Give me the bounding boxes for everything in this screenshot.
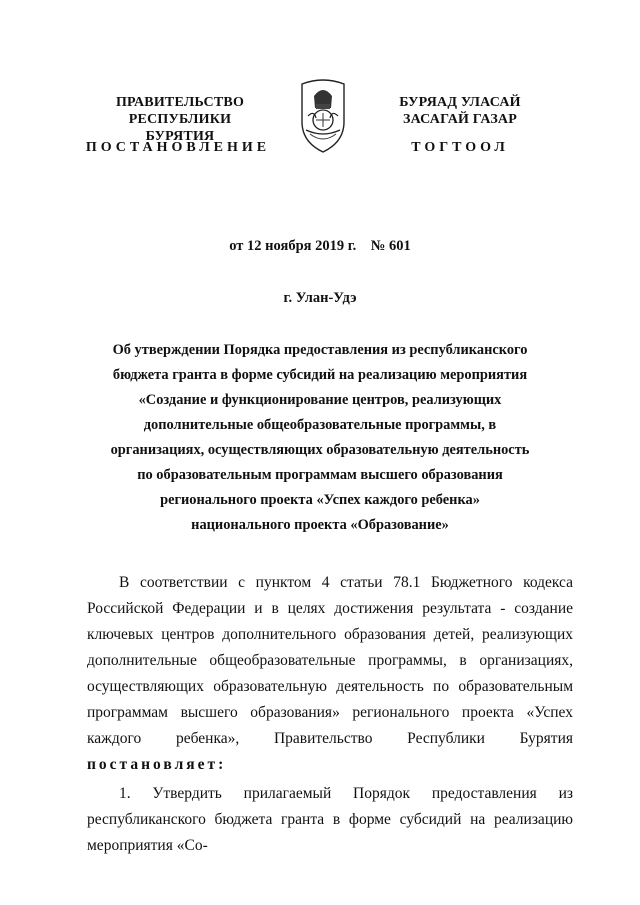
government-name-bua (375, 94, 545, 128)
clause-1-paragraph: 1. Утвердить прилагаемый Порядок предоставления из республиканского бюджета гранта в форме субсидий на реализацию мероприятия «Со- (87, 785, 573, 854)
resolves-emphasis: постановляет: (87, 756, 227, 773)
title-line: дополнительные общеобразовательные программы, в (143, 417, 497, 433)
city: г. Улан-Удэ (283, 290, 357, 306)
doc-type-bua: ТОГТООЛ (411, 140, 509, 155)
title-line: «Создание и функционирование центров, реализующих (138, 392, 502, 408)
preamble-text: В соответствии с пунктом 4 статьи 78.1 Бюджетного кодекса Российской Федерации и в целях достижения результата - создание ключевых центров дополнительного образования детей, реализующих дополнительные общеобразовательные программы, в организациях, осуществляющих образовательную деятельность по образовательным программам высшего образования» регионального проекта «Успех каждого ребенка», Правительство Республики Бурятия (87, 574, 573, 747)
title-line: бюджета гранта в форме субсидий на реализацию мероприятия (112, 367, 528, 383)
title-line: Об утверждении Порядка предоставления из республиканского (112, 342, 528, 358)
title-line: национального проекта «Образование» (191, 517, 449, 533)
government-name-ru (95, 94, 265, 145)
document-title (60, 338, 580, 538)
government-name-bua-line1: БУРЯАД УЛАСАЙ (399, 95, 521, 110)
doc-type-ru: ПОСТАНОВЛЕНИЕ (85, 140, 271, 155)
title-line: организациях, осуществляющих образовательную деятельность (110, 442, 530, 458)
title-line: регионального проекта «Успех каждого ребенка» (160, 492, 480, 508)
government-name-ru-line2: РЕСПУБЛИКИ БУРЯТИЯ (128, 112, 232, 144)
government-name-bua-line2: ЗАСАГАЙ ГАЗАР (402, 112, 517, 127)
title-line: по образовательным программам высшего образования (137, 467, 503, 483)
coat-of-arms-emblem (294, 74, 352, 154)
government-name-ru-line1: ПРАВИТЕЛЬСТВО (115, 95, 245, 110)
date-and-number: от 12 ноября 2019 г. № 601 (229, 238, 411, 254)
preamble-paragraph (87, 570, 573, 778)
